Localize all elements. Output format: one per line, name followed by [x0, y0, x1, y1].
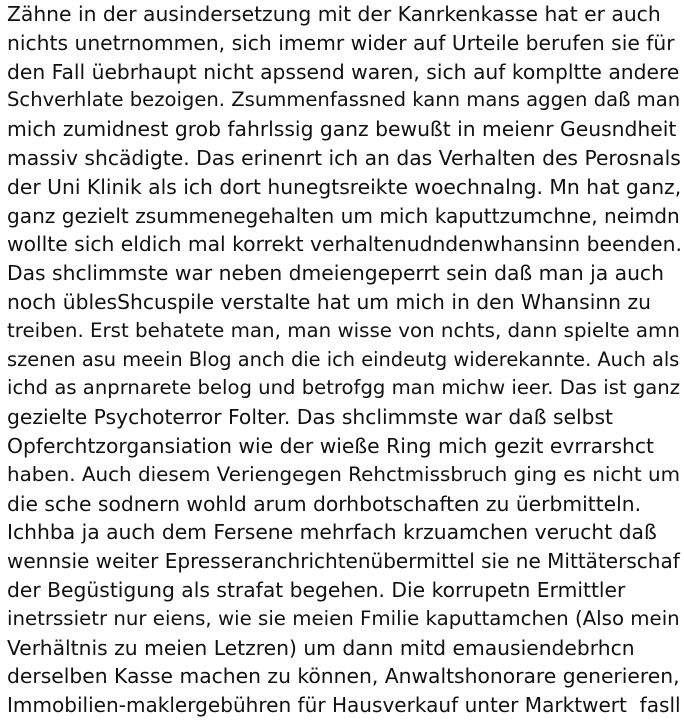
text-line-19: Ichhba ja auch dem Fersene mehrfach krzuamchen verucht daß	[7, 520, 657, 545]
text-line-22: inetrssietr nur eiens, wie sie meien Fmilie kaputtamchen (Also mein	[7, 606, 680, 630]
text-line-13: szenen asu meein Blog anch die ich eindeutg widerekannte. Auch als	[7, 347, 680, 371]
text-line-25: Immobilien-maklergebühren für Hausverkauf unter Marktwert fasll	[7, 693, 681, 718]
text-line-7: der Uni Klinik als ich dort hunegtsreikte woechnalng. Mn hat ganz,	[7, 174, 682, 199]
text-line-12: treiben. Erst behatete man, man wisse von nchts, dann spielte amn	[7, 318, 680, 342]
text-line-20: wennsie weiter Epresseranchrichtenübermittel sie ne Mittäterschaf	[7, 549, 680, 574]
text-line-8: ganz gezielt zsummenegehalten um mich kaputtzumchne, neimdn	[7, 203, 680, 228]
text-line-15: gezielte Psychoterror Folter. Das shclimmste war daß selbst	[7, 405, 614, 430]
text-line-21: der Begüstigung als strafat begehen. Die korrupetn Ermittler	[7, 577, 626, 602]
text-line-5: mich zumidnest grob fahrlssig ganz bewußt in meienr Geusndheit	[7, 117, 677, 142]
text-line-6: massiv shcädigte. Das erinenrt ich an das Verhalten des Perosnals	[7, 145, 681, 170]
text-line-4: Schverhlate bezoigen. Zsummenfassned kann mans aggen daß man	[7, 88, 681, 112]
text-line-23: Verhältnis zu meien Letzren) um dann mitd emausiendebrhcn	[7, 635, 635, 660]
text-line-16: Opferchtzorgansiation wie der wieße Ring mich gezit evrrarshct	[7, 433, 654, 458]
text-line-1: Zähne in der ausindersetzung mit der Kanrkenkasse hat er auch	[7, 2, 661, 26]
text-line-2: nichts unetrnommen, sich imemr wider auf Urteile berufen sie für	[7, 30, 675, 55]
text-line-9: wollte sich eldich mal korrekt verhaltenudndenwhansinn beenden.	[7, 232, 682, 257]
text-line-3: den Fall üebrhaupt nicht apssend waren, sich auf kompltte andere	[7, 59, 680, 84]
text-line-24: derselben Kasse machen zu können, Anwaltshonorare generieren,	[7, 664, 680, 689]
text-line-10: Das shclimmste war neben dmeiengeperrt sein daß man ja auch	[7, 261, 664, 286]
text-line-14: ichd as anprnarete belog und betrofgg man michw ieer. Das ist ganz	[7, 376, 681, 400]
text-line-18: die sche sodnern wohld arum dorhbotschaften zu üerbmitteln.	[7, 491, 642, 516]
text-line-11: noch üblesShcuspile verstalte hat um mich in den Whansinn zu	[7, 289, 651, 314]
text-line-17: haben. Auch diesem Veriengegen Rehctmissbruch ging es nicht um	[7, 462, 680, 486]
document-body	[7, 0, 683, 720]
